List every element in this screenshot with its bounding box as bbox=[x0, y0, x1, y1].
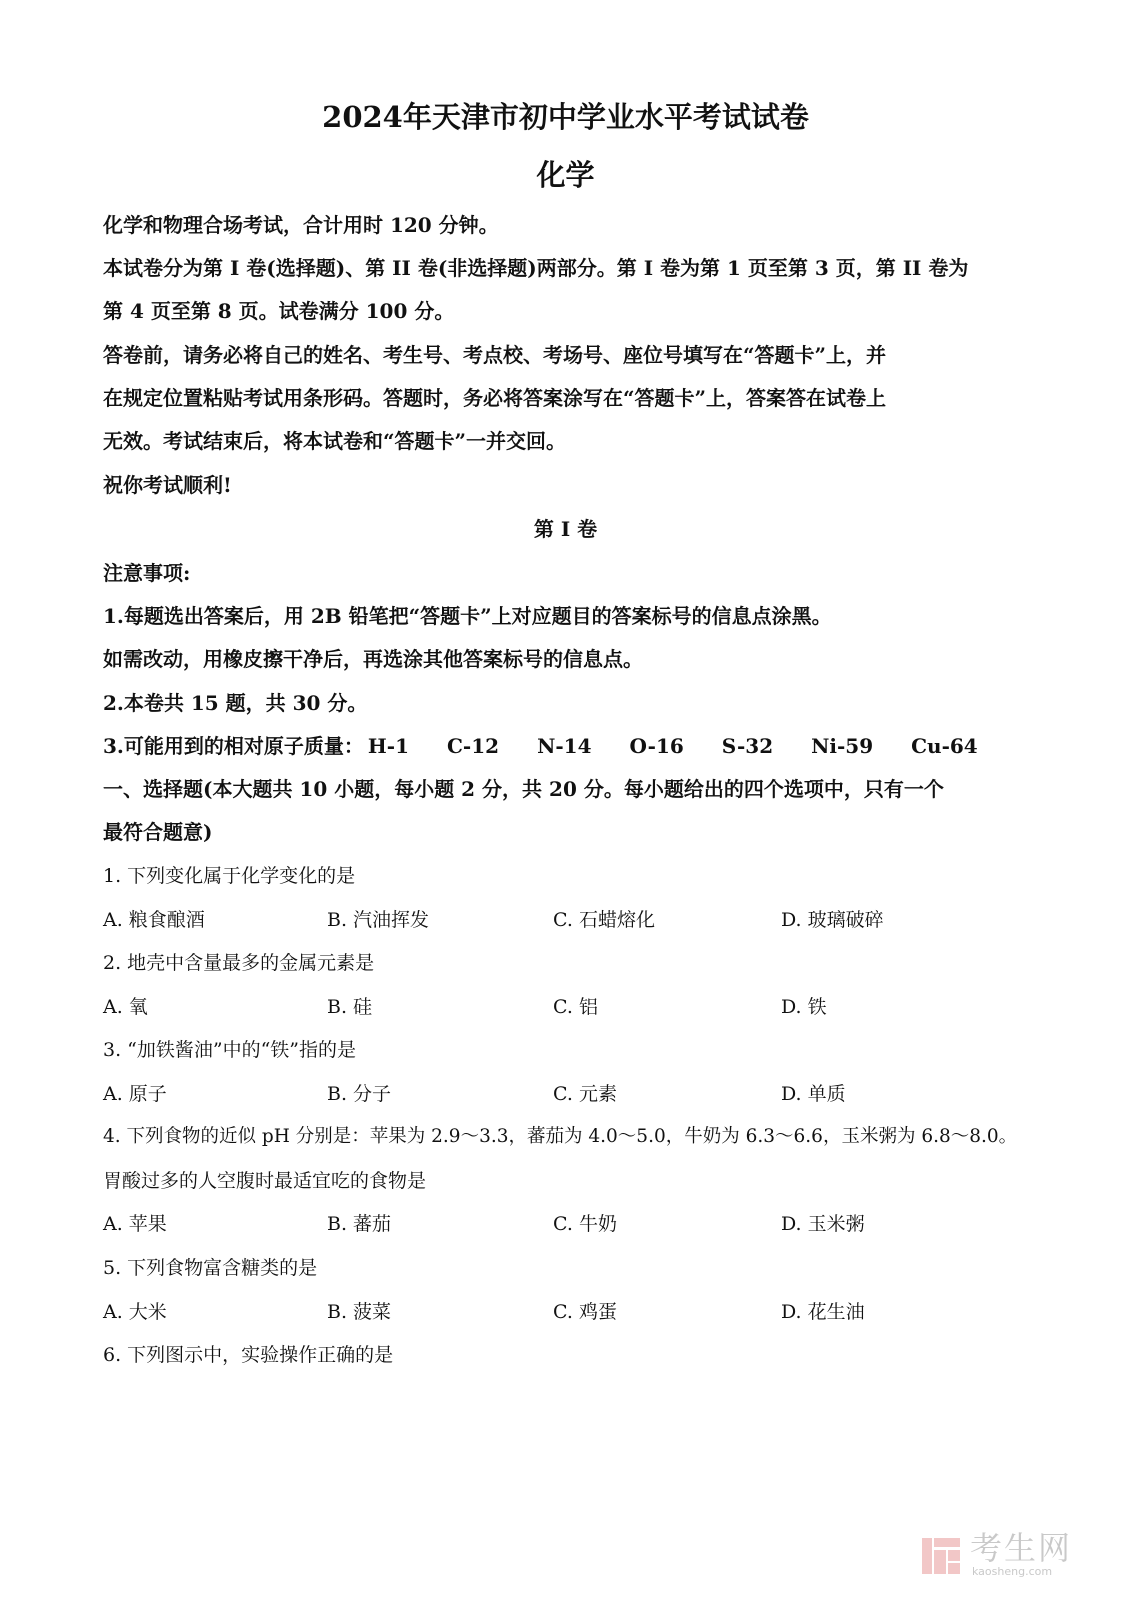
question-stem: 5. 下列食物富含糖类的是 bbox=[103, 1257, 318, 1279]
option-d: D. 玉米粥 bbox=[781, 1213, 865, 1235]
option-d: D. 花生油 bbox=[781, 1301, 865, 1323]
option-c: C. 铝 bbox=[553, 996, 598, 1018]
option-a: A. 氧 bbox=[103, 996, 148, 1018]
option-b: B. 汽油挥发 bbox=[327, 909, 430, 931]
question-stem: 1. 下列变化属于化学变化的是 bbox=[103, 865, 356, 887]
option-a: A. 粮食酿酒 bbox=[103, 909, 205, 931]
note-line: 1.每题选出答案后，用 2B 铅笔把“答题卡”上对应题目的答案标号的信息点涂黑。 bbox=[103, 604, 832, 628]
question-stem: 2. 地壳中含量最多的金属元素是 bbox=[103, 952, 375, 974]
intro-line: 无效。考试结束后，将本试卷和“答题卡”一并交回。 bbox=[103, 429, 567, 453]
watermark-logo-icon bbox=[920, 1534, 964, 1578]
intro-line: 在规定位置粘贴考试用条形码。答题时，务必将答案涂写在“答题卡”上，答案答在试卷上 bbox=[103, 386, 887, 410]
option-d: D. 玻璃破碎 bbox=[781, 909, 884, 931]
section-title: 第 I 卷 bbox=[533, 517, 598, 541]
intro-line: 化学和物理合场考试，合计用时 120 分钟。 bbox=[103, 213, 499, 237]
option-b: B. 蕃茄 bbox=[327, 1213, 392, 1235]
option-c: C. 牛奶 bbox=[553, 1213, 617, 1235]
watermark-url: kaosheng.com bbox=[972, 1565, 1053, 1578]
option-d: D. 单质 bbox=[781, 1083, 846, 1105]
notes-title: 注意事项: bbox=[103, 561, 191, 585]
watermark bbox=[920, 1530, 1090, 1580]
option-b: B. 菠菜 bbox=[327, 1301, 392, 1323]
intro-line: 本试卷分为第 I 卷(选择题)、第 II 卷(非选择题)两部分。第 I 卷为第 1 页至第 3 页，第 II 卷为 bbox=[103, 256, 969, 280]
option-b: B. 硅 bbox=[327, 996, 373, 1018]
question-stem: 6. 下列图示中，实验操作正确的是 bbox=[103, 1344, 394, 1366]
mass-item: C-12 bbox=[447, 734, 500, 758]
mass-item: S-32 bbox=[721, 734, 774, 758]
option-b: B. 分子 bbox=[327, 1083, 392, 1105]
intro-line: 答卷前，请务必将自己的姓名、考生号、考点校、考场号、座位号填写在“答题卡”上，并 bbox=[103, 343, 887, 367]
question-stem: 3. “加铁酱油”中的“铁”指的是 bbox=[103, 1039, 357, 1061]
option-c: C. 鸡蛋 bbox=[553, 1301, 617, 1323]
mass-item: O-16 bbox=[629, 734, 684, 758]
atomic-masses bbox=[103, 731, 1033, 761]
intro-line: 第 4 页至第 8 页。试卷满分 100 分。 bbox=[103, 299, 455, 323]
mass-item: N-14 bbox=[537, 734, 592, 758]
mass-item: Ni-59 bbox=[811, 734, 874, 758]
question-stem: 胃酸过多的人空腹时最适宜吃的食物是 bbox=[103, 1170, 427, 1192]
part-heading: 一、选择题(本大题共 10 小题，每小题 2 分，共 20 分。每小题给出的四个选项中，只有一个 bbox=[103, 777, 944, 801]
option-c: C. 石蜡熔化 bbox=[553, 909, 655, 931]
option-d: D. 铁 bbox=[781, 996, 827, 1018]
intro-line: 祝你考试顺利! bbox=[103, 473, 232, 497]
exam-title: 2024年天津市初中学业水平考试试卷 bbox=[322, 100, 809, 134]
question-stem: 4. 下列食物的近似 pH 分别是：苹果为 2.9～3.3，蕃茄为 4.0～5.0，牛奶为 6.3～6.6，玉米粥为 6.8～8.0。 bbox=[103, 1126, 1018, 1147]
part-heading: 最符合题意) bbox=[103, 820, 213, 844]
option-a: A. 原子 bbox=[103, 1083, 167, 1105]
option-a: A. 苹果 bbox=[103, 1213, 167, 1235]
note-line: 如需改动，用橡皮擦干净后，再选涂其他答案标号的信息点。 bbox=[103, 647, 643, 671]
option-a: A. 大米 bbox=[103, 1301, 167, 1323]
mass-item: H-1 bbox=[367, 734, 410, 758]
subject-title: 化学 bbox=[536, 158, 595, 192]
watermark-name: 考生网 bbox=[970, 1529, 1073, 1567]
mass-item: Cu-64 bbox=[911, 734, 978, 758]
masses-label: 3.可能用到的相对原子质量： bbox=[103, 734, 364, 758]
note-line: 2.本卷共 15 题，共 30 分。 bbox=[103, 691, 368, 715]
option-c: C. 元素 bbox=[553, 1083, 617, 1105]
